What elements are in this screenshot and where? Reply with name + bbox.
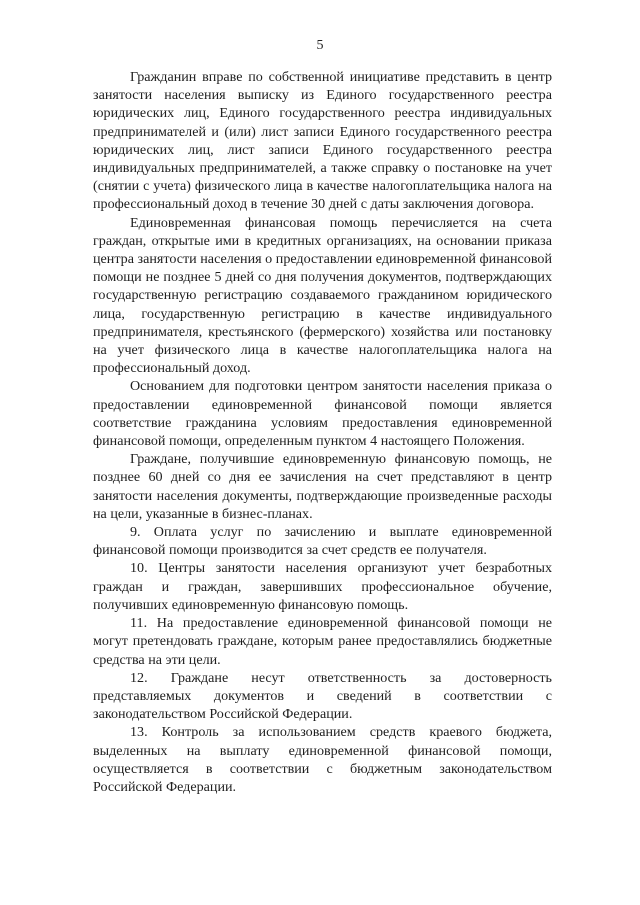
paragraph-payment-transfer: Единовременная финансовая помощь перечисляется на счета граждан, открытые ими в кредитных организациях, на основании приказа центра занятости населения о предоставлении единовременной финансовой помощи не позднее 5 дней со дня получения документов, подтверждающих государственную регистрацию создаваемого гражданином юридического лица, государственную регистрацию в качестве индивидуального предпринимателя, крестьянского (фермерского) хозяйства или постановку на учет физического лица в качестве налогоплательщика налога на профессиональный доход.	[93, 214, 552, 377]
paragraph-item-11: 11. На предоставление единовременной финансовой помощи не могут претендовать граждане, которым ранее предоставлялись бюджетные средства на эти цели.	[93, 615, 552, 668]
paragraph-optional-documents: Гражданин вправе по собственной инициативе представить в центр занятости населения выписку из Единого государственного реестра юридических лиц, Единого государственного реестра индивидуальных предпринимателей и (или) лист записи Единого государственного реестра юридических лиц, лист записи Единого государственного реестра индивидуальных предпринимателей, а также справку о постановке на учет (снятии с учета) физического лица в качестве налогоплательщика налога на профессиональный доход в течение 30 дней с даты заключения договора.	[93, 69, 552, 213]
paragraph-item-12: 12. Граждане несут ответственность за достоверность представляемых документов и сведений в соответствии с законодательством Российской Федерации.	[93, 669, 552, 723]
paragraph-item-13: 13. Контроль за использованием средств краевого бюджета, выделенных на выплату единовременной финансовой помощи, осуществляется в соответствии с бюджетным законодательством Российской Федерации.	[93, 724, 552, 795]
paragraph-item-10: 10. Центры занятости населения организуют учет безработных граждан и граждан, завершивших профессиональное обучение, получивших единовременную финансовую помощь.	[93, 560, 552, 613]
paragraph-order-basis: Основанием для подготовки центром занятости населения приказа о предоставлении единовременной финансовой помощи является соответствие гражданина условиям предоставления единовременной финансовой помощи, определенным пунктом 4 настоящего Положения.	[93, 378, 552, 450]
page-number: 5	[316, 38, 324, 53]
paragraph-item-9: 9. Оплата услуг по зачислению и выплате единовременной финансовой помощи производится за счет средств ее получателя.	[93, 524, 552, 559]
paragraph-expense-report: Граждане, получившие единовременную финансовую помощь, не позднее 60 дней со дня ее зачисления на счет представляют в центр занятости населения документы, подтверждающие произведенные расходы на цели, указанные в бизнес-планах.	[93, 451, 552, 522]
document-body	[93, 68, 552, 796]
